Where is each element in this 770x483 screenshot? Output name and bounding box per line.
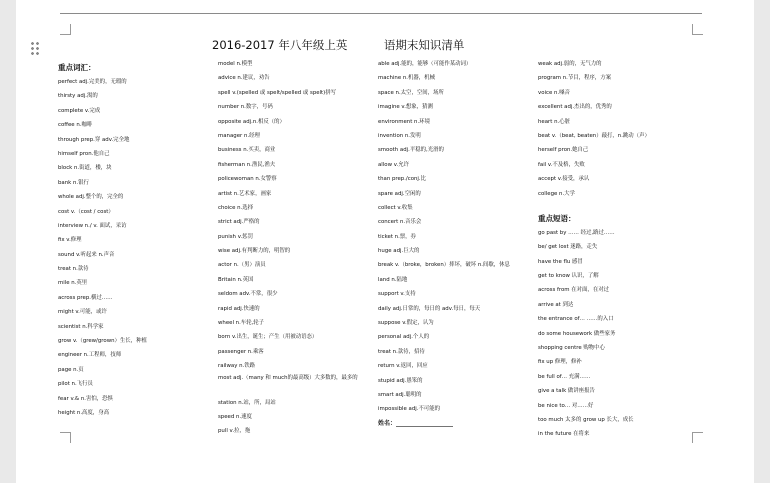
section-heading-vocabulary: 重点词汇： bbox=[58, 63, 96, 72]
corner-mark-top-right bbox=[692, 24, 703, 35]
vocab-line: impossible adj.不可能的 bbox=[378, 406, 441, 413]
vocab-line: himself pron.他自己 bbox=[58, 150, 110, 157]
corner-mark-top-left bbox=[60, 24, 71, 35]
vocab-line: height n.高度，身高 bbox=[58, 409, 109, 416]
vocab-line: manager n.经理 bbox=[218, 132, 260, 139]
vocab-line: interview n./ v. 面试，采访 bbox=[58, 222, 127, 229]
vocab-line: suppose v.假定，认为 bbox=[378, 320, 434, 327]
column-2 bbox=[218, 57, 368, 439]
vocab-line: fisherman n.渔民,渔夫 bbox=[218, 161, 276, 168]
vocab-line: coffee n.咖啡 bbox=[58, 122, 93, 129]
vocab-line: mile n.英里 bbox=[58, 280, 88, 287]
vocab-line: smart adj.聪明的 bbox=[378, 391, 422, 398]
phrase-line: too much 太多的 grow up 长大，成长 bbox=[538, 416, 634, 423]
vocab-line: bank n.银行 bbox=[58, 179, 89, 186]
phrase-line: do some housework 做些家务 bbox=[538, 330, 616, 337]
vocab-line: pull v.拉，拖 bbox=[218, 428, 251, 435]
vocab-line: weak adj.弱的，无气力的 bbox=[538, 61, 602, 67]
vocab-line: imagine v.想象，猜测 bbox=[378, 104, 433, 111]
vocab-line: punish v.惩罚 bbox=[218, 233, 253, 240]
vocab-line: seldom adv.不常，很少 bbox=[218, 291, 278, 298]
vocab-line: spell v.(spelled 或 spelt/spelled 或 spelt)拼写 bbox=[218, 89, 337, 96]
vocab-line: invention n.发明 bbox=[378, 132, 421, 139]
phrase-line: fix up 修理，修补 bbox=[538, 359, 582, 366]
phrase-line: get to know 认识，了解 bbox=[538, 273, 599, 280]
vocab-line: opposite adj.n.相反（的） bbox=[218, 118, 285, 125]
vocab-line: sound v.听起来 n.声音 bbox=[58, 251, 115, 258]
vocab-line: beat v.（beat, beaten）敲打，n.跳动（声） bbox=[538, 132, 650, 139]
vocab-line: treat n.款待 bbox=[58, 266, 89, 273]
document-title: 2016-2017 年八年级上英 语期末知识清单 bbox=[212, 38, 465, 52]
vocab-line: block n.街道，楼，块 bbox=[58, 165, 112, 172]
column-1 bbox=[58, 57, 208, 420]
phrase-line: shopping centre 购物中心 bbox=[538, 345, 605, 352]
vocab-line: stupid adj.愚笨的 bbox=[378, 377, 423, 384]
vocab-line: policewoman n.女警察 bbox=[218, 176, 277, 183]
vocab-line: cost v.（cost / cost） bbox=[58, 208, 114, 215]
vocab-line: break v.（broke，broken）摔坏，破坏 n.间歇，休息 bbox=[378, 262, 510, 269]
vocab-line: born v.出生，诞生；产生（用被动语态） bbox=[218, 334, 318, 341]
vocab-line: strict adj.严格的 bbox=[218, 219, 260, 226]
vocab-line: number n.数字，号码 bbox=[218, 104, 273, 111]
phrase-line: have the flu 感冒 bbox=[538, 258, 583, 265]
vocab-line: business n.买卖，商业 bbox=[218, 147, 276, 154]
vocab-line: fail v.不及格，失败 bbox=[538, 161, 585, 168]
vocab-line: might v.可能，或许 bbox=[58, 309, 107, 316]
vocab-line: artist n.艺术家，画家 bbox=[218, 190, 272, 197]
vocab-line: allow v.允许 bbox=[378, 161, 409, 168]
vocab-line: wheel n.车轮,轮子 bbox=[218, 320, 265, 327]
vocab-line: speed n.速度 bbox=[218, 413, 252, 420]
vocab-line: Britain n.英国 bbox=[218, 276, 254, 283]
vocab-line: fix v.修理 bbox=[58, 237, 82, 244]
vocab-line: excellent adj.杰出的，优秀的 bbox=[538, 104, 612, 111]
vocab-line: pilot n.飞行员 bbox=[58, 381, 93, 388]
phrase-line: the entrance of… ……的入口 bbox=[538, 316, 614, 323]
vocab-line: daily adj.日常的，每日的 adv.每日，每天 bbox=[378, 305, 481, 312]
vocab-line: actor n.（男）演员 bbox=[218, 262, 266, 269]
vocab-line: choice n.选择 bbox=[218, 204, 254, 211]
vocab-line: thirsty adj.渴的 bbox=[58, 93, 98, 100]
vocab-line: rapid adj.快速的 bbox=[218, 305, 260, 312]
vocab-line: ticket n.票，券 bbox=[378, 233, 416, 240]
vocab-line: collect v.收集 bbox=[378, 204, 413, 211]
column-4 bbox=[538, 57, 698, 442]
vocab-line: engineer n.工程师，技师 bbox=[58, 352, 122, 359]
vocab-line: concert n.音乐会 bbox=[378, 219, 422, 226]
phrase-line: be full of… 充满…… bbox=[538, 373, 591, 380]
document-page bbox=[16, 0, 754, 483]
vocab-line: model n.模型 bbox=[218, 61, 253, 67]
phrase-line: across from 在对面，在对过 bbox=[538, 287, 609, 294]
vocab-line: wise adj.有判断力的，明智的 bbox=[218, 248, 291, 255]
name-field: 姓名：___________________ bbox=[378, 419, 454, 427]
vocab-line: huge adj.巨大的 bbox=[378, 248, 420, 255]
vocab-line: grow v.（grew/grown）生长，种植 bbox=[58, 338, 147, 345]
vocab-line: environment n.环境 bbox=[378, 118, 430, 125]
section-heading-phrases: 重点短语： bbox=[538, 213, 576, 223]
column-3 bbox=[378, 57, 538, 431]
vocab-line: college n.大学 bbox=[538, 190, 575, 197]
vocab-line: most adj.（many 和 much的最高级）大多数的，最多的 bbox=[218, 374, 358, 381]
vocab-line: fear v.& n.害怕，恐惧 bbox=[58, 395, 113, 402]
vocab-line: space n.太空，空间，场所 bbox=[378, 89, 444, 96]
vocab-line: page n.页 bbox=[58, 366, 84, 373]
vocab-line: program n.节目，程序，方案 bbox=[538, 75, 611, 82]
vocab-line: voice n.嗓音 bbox=[538, 89, 570, 96]
vocab-line: perfect adj.完美的，无瑕的 bbox=[58, 79, 127, 85]
phrase-line: in the future 在将来 bbox=[538, 431, 590, 438]
vocab-line: treat n.款待，招待 bbox=[378, 348, 425, 355]
vocab-line: station n.站，所，局站 bbox=[218, 399, 276, 406]
vocab-line: return v.返回，回应 bbox=[378, 363, 428, 370]
phrase-line: be nice to… 对……好 bbox=[538, 402, 594, 409]
vocab-line: support v.支持 bbox=[378, 291, 416, 298]
drag-handle-icon[interactable] bbox=[30, 41, 40, 55]
vocab-line: whole adj.整个的，完全的 bbox=[58, 194, 124, 201]
phrase-line: arrive at 到达 bbox=[538, 301, 574, 308]
vocab-line: complete v.完成 bbox=[58, 107, 101, 114]
vocab-line: smooth adj.平稳的,光滑的 bbox=[378, 147, 444, 154]
phrase-line: go past by …… 经过,路过…… bbox=[538, 229, 615, 236]
vocab-line: than prep./conj.比 bbox=[378, 176, 427, 183]
vocab-line: land n.陆地 bbox=[378, 276, 408, 283]
vocab-line: scientist n.科学家 bbox=[58, 323, 104, 330]
vocab-line: personal adj.个人的 bbox=[378, 334, 430, 341]
header-divider bbox=[60, 13, 702, 14]
vocab-line: railway n.铁路 bbox=[218, 363, 256, 370]
vocab-line: spare adj.空闲的 bbox=[378, 190, 421, 197]
phrase-line: be/ get lost 迷路，走失 bbox=[538, 244, 598, 251]
vocab-line: across prep.横过…… bbox=[58, 294, 113, 301]
vocab-line: herself pron.她自己 bbox=[538, 147, 589, 154]
vocab-line: advice n.建议，劝告 bbox=[218, 75, 270, 82]
vocab-line: passenger n.乘客 bbox=[218, 348, 264, 355]
vocab-line: accept v.接受，承认 bbox=[538, 176, 590, 183]
vocab-line: able adj.能的，能够（可能作某动词） bbox=[378, 61, 472, 67]
phrase-line: give a talk 做讲座报告 bbox=[538, 388, 595, 395]
corner-mark-bottom-left bbox=[60, 432, 71, 443]
section-spacer bbox=[538, 201, 698, 208]
vocab-line: machine n.机器，机械 bbox=[378, 75, 435, 82]
vocab-line: heart n.心脏 bbox=[538, 118, 570, 125]
vocab-line: through prep.穿 adv.完全地 bbox=[58, 136, 130, 143]
